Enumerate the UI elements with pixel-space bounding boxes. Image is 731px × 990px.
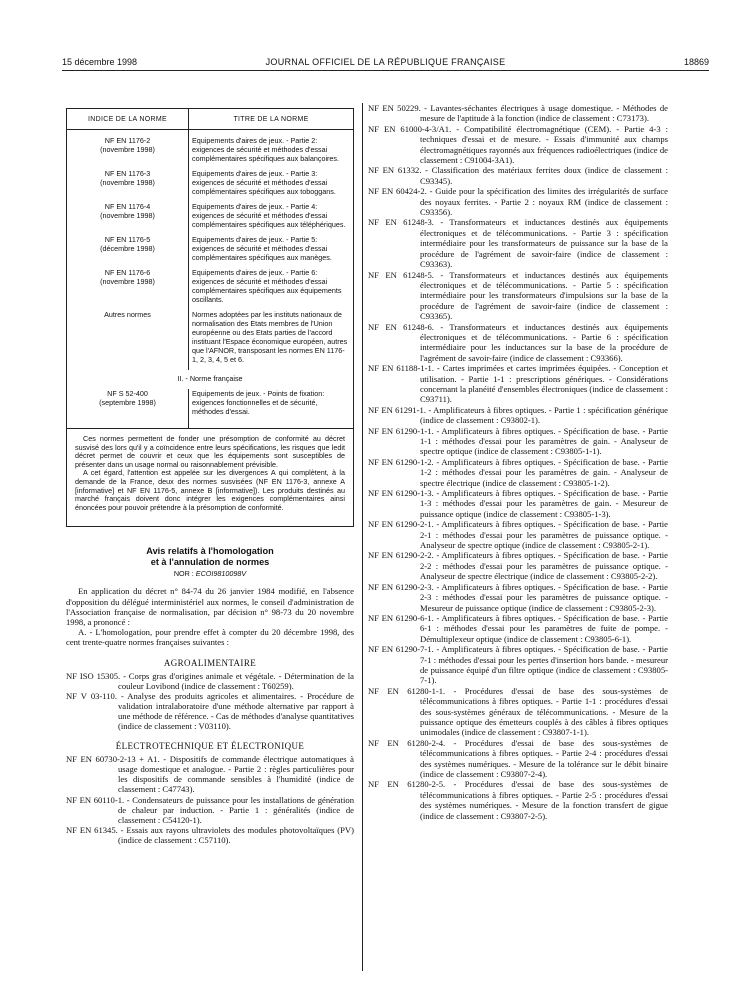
nor-code: ECOI9810098V [195, 569, 247, 579]
table-row [67, 310, 354, 370]
norm-index-cell: NF S 52-400 (septembre 1998) [67, 389, 189, 429]
norm-entry: NF EN 61280-2-5. - Procédures d'essai de base des sous-systèmes de télécommunications à fibres optiques. - Partie 2-5 : procédures d'essai des systèmes numériques. - Mesure de la fonction transfert de gigue (indice de classement : C93807-2-5). [368, 779, 668, 821]
note-paragraph: Ces normes permettent de fonder une présomption de conformité au décret susvisé des lors qu'il y a coïncidence entre leurs spécifications, les risques que ledit décret permet de couvrir et ceux que les équipements sont susceptibles de présenter dans un usage normal ou raisonnablement prévisible. [75, 434, 345, 469]
norm-title-cell: Normes adoptées par les instituts nationaux de normalisation des Etats membres de l'Union européenne ou des Etats parties de l'accord instituant l'Espace économique européen, autres que l'AFNOR, transposant les normes EN 1176-1, 2, 3, 4, 5 et 6. [192, 310, 348, 364]
table-header-index: INDICE DE LA NORME [67, 109, 189, 130]
elec-list-right [368, 103, 668, 821]
nor-label: NOR : [173, 569, 194, 579]
norm-index-cell: Autres normes [67, 310, 189, 370]
avis-title [66, 546, 354, 567]
table-row [67, 389, 354, 429]
header-date: 15 décembre 1998 [62, 57, 138, 67]
norm-entry: NF ISO 15305. - Corps gras d'origines animale et végétale. - Détermination de la couleur Lovibond (indice de classement : T60259). [66, 670, 354, 691]
intro-paragraph: En application du décret n° 84-74 du 26 janvier 1984 modifié, en l'absence d'opposition du délégué interministériel aux normes, le conseil d'administration de l'Association française de normalisation, par décision n° 98-73 du 20 novembre 1998, a prononcé : [66, 586, 354, 627]
norm-entry: NF EN 61280-1-1. - Procédures d'essai de base des sous-systèmes de télécommunications à fibres optiques. - Partie 1-1 : procédures d'essai des sous-systèmes généraux de télécommunications. - Mesure de la puissance optique des émetteurs couplés à des câbles à fibres optiques unimodales (indice de classement : C93807-1-1). [368, 685, 668, 738]
norm-entry: NF EN 61290-2-2. - Amplificateurs à fibres optiques. - Spécification de base. - Partie 2-2 : méthodes d'essai pour les paramètres de puissance optique. - Analyseur de spectre électrique (indice de classement : C93805-2-2). [368, 550, 668, 582]
column-divider [362, 103, 363, 971]
norm-entry: NF EN 61290-7-1. - Amplificateurs à fibres optiques. - Spécification de base. - Partie 7-1 : méthodes d'essai pour les pertes d'insertion hors bande. - mesureur de puissance équipé d'un filtre optique (indice de classement : C93805-7-1). [368, 644, 668, 686]
elec-list-left [66, 754, 354, 845]
page-header [62, 57, 709, 69]
norm-entry: NF EN 61290-1-3. - Amplificateurs à fibres optiques. - Spécification de base. - Partie 1-3 : méthodes d'essai pour les paramètres de gain. - Mesureur de puissance optique (indice de classement : C93805-1-3). [368, 488, 668, 519]
norm-title-cell: Equipements d'aires de jeux. - Partie 2: exigences de sécurité et méthodes d'essai complémentaires spécifiques aux balançoires. [192, 136, 340, 163]
table-row [67, 169, 354, 202]
point-a-paragraph: A. - L'homologation, pour prendre effet à compter du 20 décembre 1998, des cent trente-quatre normes françaises suivantes : [66, 627, 354, 648]
journal-title: JOURNAL OFFICIEL DE LA RÉPUBLIQUE FRANÇAISE [265, 57, 506, 67]
norm-entry: NF EN 61290-6-1. - Amplificateurs à fibres optiques. - Spécification de base. - Partie 6-1 : méthodes d'essai pour les paramètres de fuite de pompe. - Démultiplexeur optique (indice de classement : C93805-6-1). [368, 612, 668, 644]
note-paragraph: A cet égard, l'attention est appelée sur les divergences A qui complètent, à la demande de la France, deux des normes susvisées (NF EN 1176-3, annexe A [informative] et NF EN 1176-5, annexe B [informative]). Les produits destinés au marché français doivent donc intégrer les exigences complémentaires ainsi énoncées pour pouvoir prétendre à la présomption de conformité. [75, 468, 345, 512]
norm-entry: NF EN 61290-2-1. - Amplificateurs à fibres optiques. - Spécification de base. - Partie 2-1 : méthodes d'essai pour les paramètres de puissance optique. - Analyseur de spectre optique (indice de classement : C93805-2-1). [368, 519, 668, 551]
norm-entry: NF EN 61291-1. - Amplificateurs à fibres optiques. - Partie 1 : spécification générique (indice de classement : C93802-1). [368, 404, 668, 426]
left-column [66, 108, 354, 845]
table-row [67, 235, 354, 268]
table-row [67, 268, 354, 310]
table-row [67, 130, 354, 170]
section-row [67, 370, 354, 389]
norm-entry: NF EN 50229. - Lavantes-séchantes électriques à usage domestique. - Méthodes de mesure de l'aptitude à la fonction (indice de classement : C73173). [368, 103, 668, 124]
norm-entry: NF EN 60424-2. - Guide pour la spécification des limites des irrégularités de surface des noyaux ferrites. - Partie 2 : noyaux RM (indice de classement : C93356). [368, 186, 668, 218]
avis-title-line: Avis relatifs à l'homologation [146, 546, 274, 557]
norm-title-cell: Equipements d'aires de jeux. - Partie 5: exigences de sécurité et méthodes d'essai complémentaires spécifiques aux manèges. [192, 235, 332, 262]
norm-index-cell: NF EN 1176-2 (novembre 1998) [67, 130, 189, 170]
section-heading-elec: ÉLECTROTECHNIQUE ET ÉLECTRONIQUE [115, 741, 305, 752]
norm-entry: NF EN 61248-6. - Transformateurs et inductances destinés aux équipements électroniques et de télécommunications. - Partie 6 : spécification intermédiaire pour les inductances sur la base de la procédure de l'agrément de savoir-faire (indice de classement : C93366). [368, 321, 668, 363]
norm-entry: NF EN 61345. - Essais aux rayons ultraviolets des modules photovoltaïques (PV) (indice de classement : C57110). [66, 824, 354, 845]
agro-list [66, 671, 354, 732]
norm-entry: NF EN 61248-5. - Transformateurs et inductances destinés aux équipements électroniques et de télécommunications. - Partie 5 : spécification intermédiaire pour les transformateurs d'impulsions sur la base de la procédure de l'agrément de savoir-faire (indice de classement : C93365). [368, 269, 668, 322]
norm-index-cell: NF EN 1176-4 (novembre 1998) [67, 202, 189, 235]
norm-index-cell: NF EN 1176-6 (novembre 1998) [67, 268, 189, 310]
page-number: 18869 [683, 57, 709, 67]
nor-reference [66, 569, 354, 578]
norm-entry: NF EN 61188-1-1. - Cartes imprimées et cartes imprimées équipées. - Conception et utilisation. - Partie 1-1 : prescriptions génériques. - Considérations concernant la planéité d'ensembles électroniques (indice de classement : C93711). [368, 363, 668, 405]
norm-title-cell: Equipements de jeux. - Points de fixation: exigences fonctionnelles et de sécurité, méthodes d'essai. [192, 389, 325, 416]
norm-entry: NF EN 61290-2-3. - Amplificateurs à fibres optiques. - Spécification de base. - Partie 2-3 : méthodes d'essai pour les paramètres de puissance optique. - Mesureur de puissance optique (indice de classement : C93805-2-3). [368, 581, 668, 613]
conformity-note [66, 429, 354, 527]
section-label: II. - Norme française [177, 374, 243, 383]
norm-title-cell: Equipements d'aires de jeux. - Partie 4: exigences de sécurité et méthodes d'essai complémentaires spécifiques aux téléphériques. [192, 202, 346, 229]
table-header-title: TITRE DE LA NORME [189, 109, 354, 130]
section-heading-agro: AGROALIMENTAIRE [163, 657, 257, 668]
norm-entry: NF EN 61280-2-4. - Procédures d'essai de base des sous-systèmes de télécommunications à fibres optiques. - Partie 2-4 : procédures d'essai des systèmes numériques. - Mesure de la tolérance sur le débit binaire (indice de classement : C93807-2-4). [368, 737, 668, 779]
norms-table [66, 108, 354, 429]
norm-entry: NF EN 61290-1-2. - Amplificateurs à fibres optiques. - Spécification de base. - Partie 1-2 : méthodes d'essai pour les paramètres de gain. - Analyseur de spectre électrique (indice de classement : C93805-1-2). [368, 456, 668, 488]
norm-entry: NF EN 61290-1-1. - Amplificateurs à fibres optiques. - Spécification de base. - Partie 1-1 : méthodes d'essai pour les paramètres de gain. - Analyseur de spectre optique (indice de classement : C93805-1-1). [368, 425, 668, 457]
header-rule [62, 70, 709, 71]
norm-entry: NF V 03-110. - Analyse des produits agricoles et alimentaires. - Procédure de validation intralaboratoire d'une méthode alternative par rapport à une méthode de référence. - Cas de méthodes d'analyse quantitatives (indice de classement : V03110). [66, 690, 354, 732]
norm-index-cell: NF EN 1176-5 (décembre 1998) [67, 235, 189, 268]
norm-title-cell: Equipements d'aires de jeux. - Partie 6: exigences de sécurité et méthodes d'essai complémentaires spécifiques aux équipements oscillants. [192, 268, 342, 304]
norm-entry: NF EN 60730-2-13 + A1. - Dispositifs de commande électrique automatiques à usage domestique et analogue. - Partie 2 : règles particulières pour les dispositifs de commande sensibles à l'humidité (indice de classement : C47743). [66, 754, 354, 795]
right-column [368, 103, 668, 821]
norm-entry: NF EN 61248-3. - Transformateurs et inductances destinés aux équipements électroniques et de télécommunications. - Partie 3 : spécification intermédiaire pour les transformateurs de puissance sur la base de la procédure de l'agrément de savoir-faire (indice de classement : C93363). [368, 217, 668, 270]
norm-entry: NF EN 61000-4-3/A1. - Compatibilité électromagnétique (CEM). - Partie 4-3 : techniques d'essai et de mesure. - Essais d'immunité aux champs électromagnétiques rayonnés aux fréquences radioélectriques (indice de classement : C91004-3A1). [368, 123, 668, 166]
avis-title-line: et à l'annulation de normes [150, 556, 270, 567]
table-row [67, 202, 354, 235]
norm-index-cell: NF EN 1176-3 (novembre 1998) [67, 169, 189, 202]
norm-title-cell: Equipements d'aires de jeux. - Partie 3: exigences de sécurité et méthodes d'essai complémentaires spécifiques aux toboggans. [192, 169, 336, 196]
norm-entry: NF EN 61332. - Classification des matériaux ferrites doux (indice de classement : C93345). [368, 165, 668, 186]
norm-entry: NF EN 60110-1. - Condensateurs de puissance pour les installations de génération de chaleur par induction. - Partie 1 : généralités (indice de classement : C54120-1). [66, 794, 354, 825]
